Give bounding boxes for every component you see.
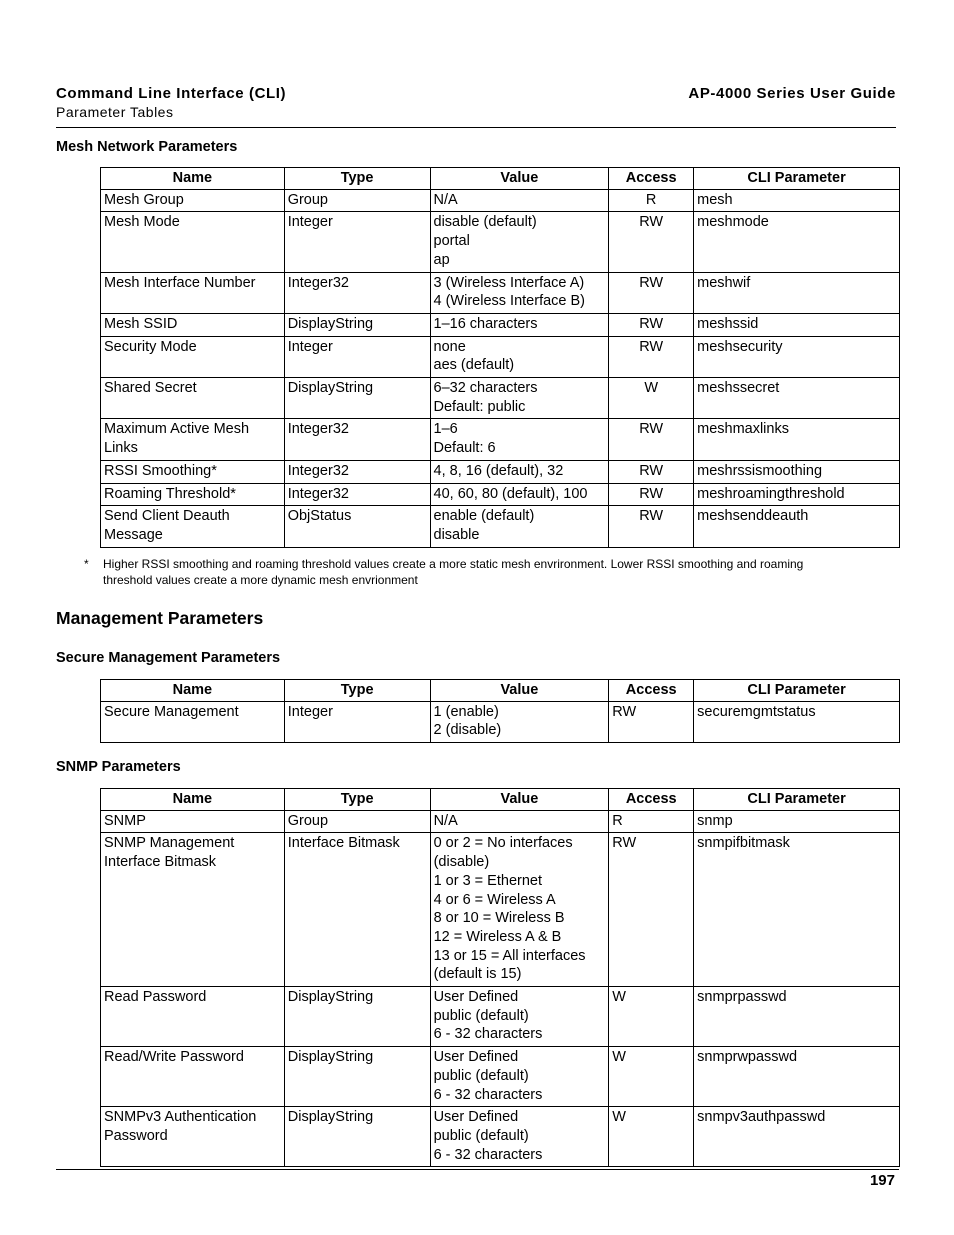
cell-line: Interface Bitmask xyxy=(104,854,217,871)
cell-line: Password xyxy=(104,1127,168,1144)
cell-line: 4 (Wireless Interface B) xyxy=(433,293,586,310)
column-header: Access xyxy=(609,789,694,811)
cli-parameter-cell: mesh xyxy=(694,189,900,212)
param-type-cell xyxy=(284,987,430,1047)
param-name-cell xyxy=(101,833,285,987)
snmp-heading: SNMP Parameters xyxy=(56,759,181,775)
cell-line: 0 or 2 = No interfaces xyxy=(433,835,573,852)
cell-line: Mesh Group xyxy=(104,191,184,208)
column-header: Type xyxy=(284,168,430,190)
param-access-cell: R xyxy=(609,189,694,212)
table-row xyxy=(101,189,900,212)
cell-line: portal xyxy=(433,233,470,250)
cli-parameter-cell: snmp xyxy=(694,810,900,833)
cell-line: Send Client Deauth xyxy=(104,508,230,525)
cell-line: public (default) xyxy=(433,1007,529,1024)
table-row xyxy=(101,419,900,460)
param-name-cell xyxy=(101,506,285,547)
table-row xyxy=(101,506,900,547)
param-value-cell xyxy=(430,460,609,483)
cell-line: 12 = Wireless A & B xyxy=(433,928,562,945)
cell-line: ap xyxy=(433,251,450,268)
footnote-mark: * xyxy=(84,557,89,571)
cell-line: ObjStatus xyxy=(287,508,352,525)
cell-line: disable (default) xyxy=(433,214,537,231)
cell-line: Message xyxy=(104,526,163,543)
param-name-cell xyxy=(101,378,285,419)
param-name-cell xyxy=(101,189,285,212)
column-header: Value xyxy=(430,789,609,811)
cell-line: DisplayString xyxy=(287,380,374,397)
cell-line: User Defined xyxy=(433,1109,519,1126)
table-row xyxy=(101,1107,900,1167)
param-value-cell xyxy=(430,506,609,547)
table-row xyxy=(101,1047,900,1107)
cell-line: Mesh SSID xyxy=(104,315,178,332)
cell-line: Mesh Mode xyxy=(104,214,180,231)
param-type-cell xyxy=(284,1047,430,1107)
param-value-cell xyxy=(430,378,609,419)
cell-line: RSSI Smoothing* xyxy=(104,462,217,479)
cell-line: public (default) xyxy=(433,1067,529,1084)
cell-line: N/A xyxy=(433,812,458,829)
table-row xyxy=(101,313,900,336)
column-header: Type xyxy=(284,789,430,811)
param-name-cell xyxy=(101,987,285,1047)
cell-line: DisplayString xyxy=(287,315,374,332)
cell-line: Links xyxy=(104,440,138,457)
param-access-cell: RW xyxy=(609,506,694,547)
cell-line: User Defined xyxy=(433,989,519,1006)
management-heading: Management Parameters xyxy=(56,608,264,628)
snmp-parameters-table xyxy=(100,788,900,1167)
cell-line: Group xyxy=(287,191,328,208)
cell-line: enable (default) xyxy=(433,508,535,525)
param-access-cell: RW xyxy=(609,419,694,460)
param-access-cell: W xyxy=(609,378,694,419)
param-value-cell xyxy=(430,483,609,506)
page-number: 197 xyxy=(869,1172,895,1189)
param-name-cell xyxy=(101,272,285,313)
cell-line: Default: public xyxy=(433,398,526,415)
cell-line: disable xyxy=(433,526,480,543)
cli-parameter-cell: meshsecurity xyxy=(694,336,900,377)
param-type-cell xyxy=(284,833,430,987)
cell-line: Integer32 xyxy=(287,485,349,502)
cell-line: N/A xyxy=(433,191,458,208)
cli-parameter-cell: meshmode xyxy=(694,212,900,272)
param-value-cell xyxy=(430,419,609,460)
param-name-cell xyxy=(101,810,285,833)
header-divider xyxy=(56,127,896,128)
cell-line: 40, 60, 80 (default), 100 xyxy=(433,485,588,502)
cell-line: aes (default) xyxy=(433,357,515,374)
table-header-row xyxy=(101,168,900,190)
column-header: Access xyxy=(609,680,694,702)
column-header: Value xyxy=(430,680,609,702)
param-type-cell xyxy=(284,483,430,506)
secure-management-table xyxy=(100,679,900,743)
param-access-cell: RW xyxy=(609,483,694,506)
mesh-footnote xyxy=(84,556,844,588)
cell-line: 8 or 10 = Wireless B xyxy=(433,910,565,927)
param-access-cell: RW xyxy=(609,336,694,377)
cell-line: Group xyxy=(287,812,329,829)
cell-line: Security Mode xyxy=(104,338,197,355)
param-name-cell xyxy=(101,460,285,483)
cell-line: Shared Secret xyxy=(104,380,197,397)
cell-line: (disable) xyxy=(433,854,490,871)
param-value-cell xyxy=(430,987,609,1047)
cell-line: Integer xyxy=(287,214,333,231)
footer-divider xyxy=(56,1169,899,1170)
table-header-row xyxy=(101,789,900,811)
param-type-cell xyxy=(284,1107,430,1167)
param-type-cell xyxy=(284,378,430,419)
table-row xyxy=(101,701,900,742)
cell-line: 2 (disable) xyxy=(433,722,502,739)
section-subtitle: Parameter Tables xyxy=(56,104,174,120)
param-name-cell xyxy=(101,1107,285,1167)
mesh-heading: Mesh Network Parameters xyxy=(56,139,238,155)
param-name-cell xyxy=(101,419,285,460)
table-row xyxy=(101,272,900,313)
cell-line: 4, 8, 16 (default), 32 xyxy=(433,462,564,479)
column-header: Name xyxy=(101,680,285,702)
param-access-cell: RW xyxy=(609,212,694,272)
guide-title: AP-4000 Series User Guide xyxy=(688,85,896,102)
footnote-text: Higher RSSI smoothing and roaming threshold values create a more static mesh envrironment. Lower RSSI smoothing and roaming threshold values create a more dynamic mesh envrionment xyxy=(103,557,804,587)
param-value-cell xyxy=(430,336,609,377)
secure-management-heading: Secure Management Parameters xyxy=(56,650,281,666)
cell-line: 1–16 characters xyxy=(433,315,538,332)
cell-line: Integer32 xyxy=(287,274,349,291)
param-type-cell xyxy=(284,313,430,336)
param-name-cell xyxy=(101,1047,285,1107)
param-access-cell: RW xyxy=(609,272,694,313)
cell-line: SNMPv3 Authentication xyxy=(104,1109,257,1126)
cli-parameter-cell: meshsenddeauth xyxy=(694,506,900,547)
cell-line: DisplayString xyxy=(287,1049,374,1066)
cell-line: public (default) xyxy=(433,1127,529,1144)
cell-line: none xyxy=(433,338,466,355)
param-type-cell xyxy=(284,810,430,833)
cell-line: Integer xyxy=(287,703,333,720)
cli-parameter-cell: securemgmtstatus xyxy=(694,701,900,742)
param-type-cell xyxy=(284,336,430,377)
param-name-cell xyxy=(101,313,285,336)
cell-line: DisplayString xyxy=(287,989,374,1006)
cell-line: 6 - 32 characters xyxy=(433,1026,543,1043)
cell-line: SNMP xyxy=(104,812,146,829)
cli-parameter-cell: meshroamingthreshold xyxy=(694,483,900,506)
param-type-cell xyxy=(284,189,430,212)
param-value-cell xyxy=(430,313,609,336)
param-access-cell: W xyxy=(609,1107,694,1167)
param-value-cell xyxy=(430,272,609,313)
param-access-cell: W xyxy=(609,987,694,1047)
param-type-cell xyxy=(284,212,430,272)
cell-line: 1 (enable) xyxy=(433,703,499,720)
column-header: CLI Parameter xyxy=(694,680,900,702)
cell-line: Maximum Active Mesh xyxy=(104,421,250,438)
param-value-cell xyxy=(430,1047,609,1107)
param-access-cell: RW xyxy=(609,701,694,742)
column-header: Value xyxy=(430,168,609,190)
column-header: CLI Parameter xyxy=(694,168,900,190)
param-access-cell: RW xyxy=(609,460,694,483)
cell-line: SNMP Management xyxy=(104,835,235,852)
cell-line: 3 (Wireless Interface A) xyxy=(433,274,585,291)
column-header: Name xyxy=(101,168,285,190)
param-access-cell: R xyxy=(609,810,694,833)
param-name-cell xyxy=(101,212,285,272)
param-value-cell xyxy=(430,212,609,272)
column-header: Type xyxy=(284,680,430,702)
cell-line: User Defined xyxy=(433,1049,519,1066)
cell-line: Roaming Threshold* xyxy=(104,485,236,502)
cli-parameter-cell: snmpifbitmask xyxy=(694,833,900,987)
cli-parameter-cell: snmprwpasswd xyxy=(694,1047,900,1107)
cell-line: (default is 15) xyxy=(433,966,522,983)
param-value-cell xyxy=(430,189,609,212)
param-access-cell: W xyxy=(609,1047,694,1107)
cli-parameter-cell: snmpv3authpasswd xyxy=(694,1107,900,1167)
param-name-cell xyxy=(101,336,285,377)
section-title: Command Line Interface (CLI) xyxy=(56,85,287,102)
cell-line: Integer32 xyxy=(287,421,349,438)
cell-line: Read/Write Password xyxy=(104,1049,244,1066)
param-name-cell xyxy=(101,483,285,506)
param-value-cell xyxy=(430,810,609,833)
cell-line: 13 or 15 = All interfaces xyxy=(433,947,586,964)
cli-parameter-cell: meshmaxlinks xyxy=(694,419,900,460)
cli-parameter-cell: snmprpasswd xyxy=(694,987,900,1047)
cell-line: Integer32 xyxy=(287,462,349,479)
param-type-cell xyxy=(284,701,430,742)
cli-parameter-cell: meshrssismoothing xyxy=(694,460,900,483)
table-header-row xyxy=(101,680,900,702)
table-row xyxy=(101,460,900,483)
param-type-cell xyxy=(284,506,430,547)
cell-line: Mesh Interface Number xyxy=(104,274,256,291)
cell-line: Interface Bitmask xyxy=(287,835,400,852)
cell-line: 6–32 characters xyxy=(433,380,538,397)
cli-parameter-cell: meshwif xyxy=(694,272,900,313)
param-access-cell: RW xyxy=(609,833,694,987)
cell-line: Secure Management xyxy=(104,703,239,720)
param-type-cell xyxy=(284,272,430,313)
param-access-cell: RW xyxy=(609,313,694,336)
cell-line: 1 or 3 = Ethernet xyxy=(433,872,542,889)
param-value-cell xyxy=(430,833,609,987)
param-value-cell xyxy=(430,701,609,742)
running-header-left xyxy=(56,85,286,120)
param-name-cell xyxy=(101,701,285,742)
cli-parameter-cell: meshssecret xyxy=(694,378,900,419)
mesh-parameters-table xyxy=(100,167,900,548)
cli-parameter-cell: meshssid xyxy=(694,313,900,336)
cell-line: Default: 6 xyxy=(433,440,496,457)
table-row xyxy=(101,833,900,987)
column-header: Name xyxy=(101,789,285,811)
table-row xyxy=(101,810,900,833)
column-header: CLI Parameter xyxy=(694,789,900,811)
cell-line: DisplayString xyxy=(287,1109,374,1126)
cell-line: Read Password xyxy=(104,989,207,1006)
column-header: Access xyxy=(609,168,694,190)
table-row xyxy=(101,336,900,377)
table-row xyxy=(101,987,900,1047)
table-row xyxy=(101,483,900,506)
param-type-cell xyxy=(284,419,430,460)
cell-line: 6 - 32 characters xyxy=(433,1146,543,1163)
param-type-cell xyxy=(284,460,430,483)
cell-line: 4 or 6 = Wireless A xyxy=(433,891,556,908)
cell-line: Integer xyxy=(287,338,333,355)
table-row xyxy=(101,378,900,419)
table-row xyxy=(101,212,900,272)
cell-line: 6 - 32 characters xyxy=(433,1086,543,1103)
param-value-cell xyxy=(430,1107,609,1167)
cell-line: 1–6 xyxy=(433,421,458,438)
